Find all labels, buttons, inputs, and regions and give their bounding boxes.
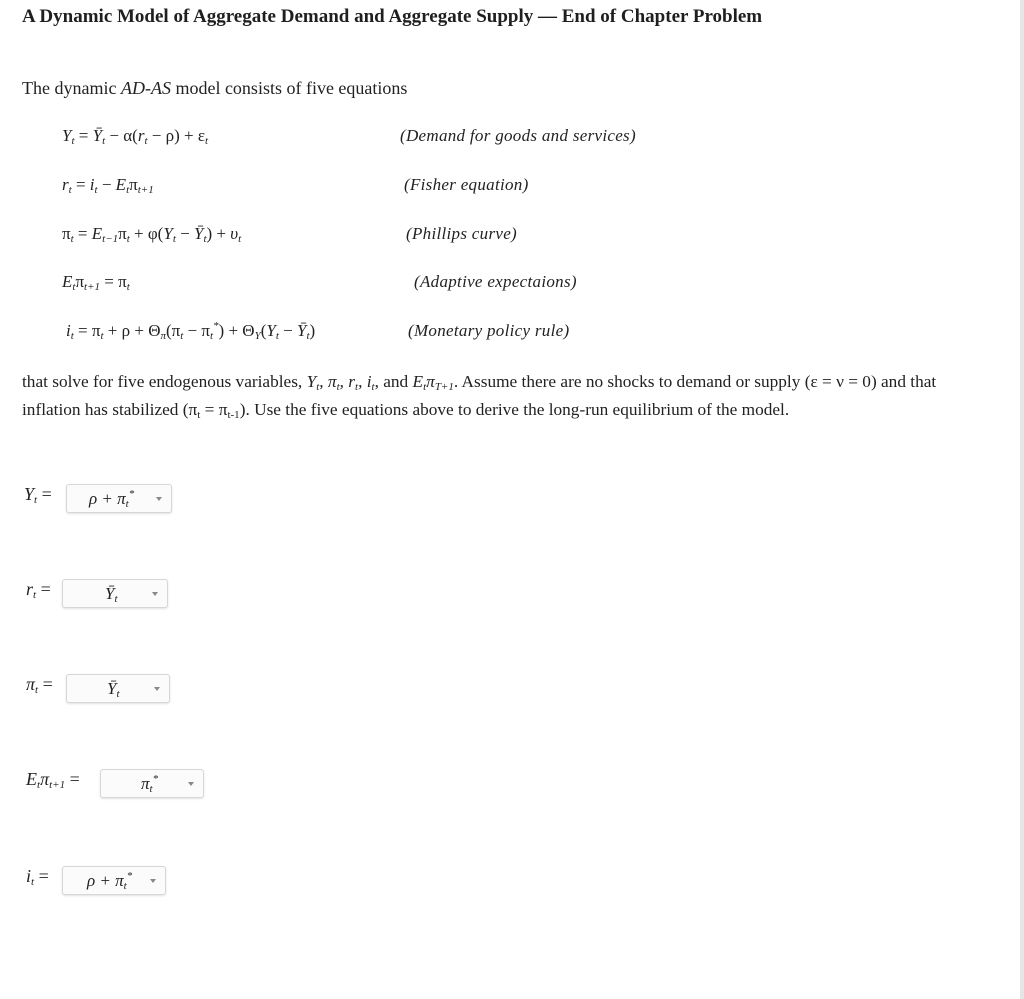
problem-text: that solve for five endogenous variables, $Y_t$, $\pi_t$, $r_t$, $i_t$, and $E_t\pi_{T+1}$. Assume there are no shocks to demand or supply (ε = ν = 0) and that inflation has stabilized $(\pi_t = \pi_{t-1})$. Use the five equations above to derive the long-run equilibrium of the model. [22, 372, 937, 421]
intro-text: The dynamic AD-AS model consists of five equations [22, 78, 408, 98]
chevron-down-icon [154, 687, 160, 691]
equation-expectations: $E_t\pi_{t+1} = \pi_t$ [62, 272, 130, 293]
inflation-dropdown[interactable] [66, 674, 170, 703]
chevron-down-icon [150, 879, 156, 883]
answer-label-expected-inflation: $E_t\pi_{t+1}$ = [26, 769, 80, 791]
answer-label-output: $Y_t$ = [24, 484, 52, 506]
answer-label-inflation: $\pi_t$ = [26, 674, 53, 696]
expected-inflation-dropdown[interactable] [100, 769, 204, 798]
equation-phillips: $\pi_t = E_{t-1}\pi_t + \varphi(Y_t$ − $Ȳ_t) + \upsilon_t$ [62, 224, 242, 245]
equation-demand: $Y_t$ = $Ȳ_t - \alpha(r_t - \rho) + \varepsilon_t$ [62, 126, 209, 147]
real-rate-selected-value: $Ȳ_t$ [105, 583, 118, 605]
equation-monetary: $i_t = \pi_t + \rho + \Theta_\pi(\pi_t - \pi_t^*) + \Theta_Y(Y_t$ − $Ȳ_t$) [66, 320, 316, 342]
equation-label-fisher: (Fisher equation) [404, 175, 529, 194]
nominal-rate-selected-value: $\rho + \pi_t^*$ [87, 869, 133, 892]
nominal-rate-dropdown[interactable] [62, 866, 166, 895]
answer-label-nominal-rate: $i_t$ = [26, 866, 49, 888]
real-rate-dropdown[interactable] [62, 579, 168, 608]
equation-label-expectations: (Adaptive expectaions) [414, 272, 577, 291]
scrollbar[interactable] [1020, 0, 1024, 999]
output-selected-value: $\rho + \pi_t^*$ [89, 487, 135, 510]
equation-label-monetary: (Monetary policy rule) [408, 321, 570, 340]
expected-inflation-selected-value: $\pi_t^*$ [141, 772, 159, 795]
chevron-down-icon [188, 782, 194, 786]
page-title: A Dynamic Model of Aggregate Demand and Aggregate Supply — End of Chapter Problem [22, 6, 763, 27]
equation-label-phillips: (Phillips curve) [406, 224, 518, 243]
inflation-selected-value: $Ȳ_t$ [107, 678, 120, 700]
answer-label-real-rate: $r_t$ = [26, 579, 51, 601]
chevron-down-icon [152, 592, 158, 596]
chevron-down-icon [156, 497, 162, 501]
equation-label-demand: (Demand for goods and services) [400, 126, 636, 145]
equation-fisher: $r_t = i_t - E_t\pi_{t+1}$ [62, 175, 154, 196]
output-dropdown[interactable] [66, 484, 172, 513]
